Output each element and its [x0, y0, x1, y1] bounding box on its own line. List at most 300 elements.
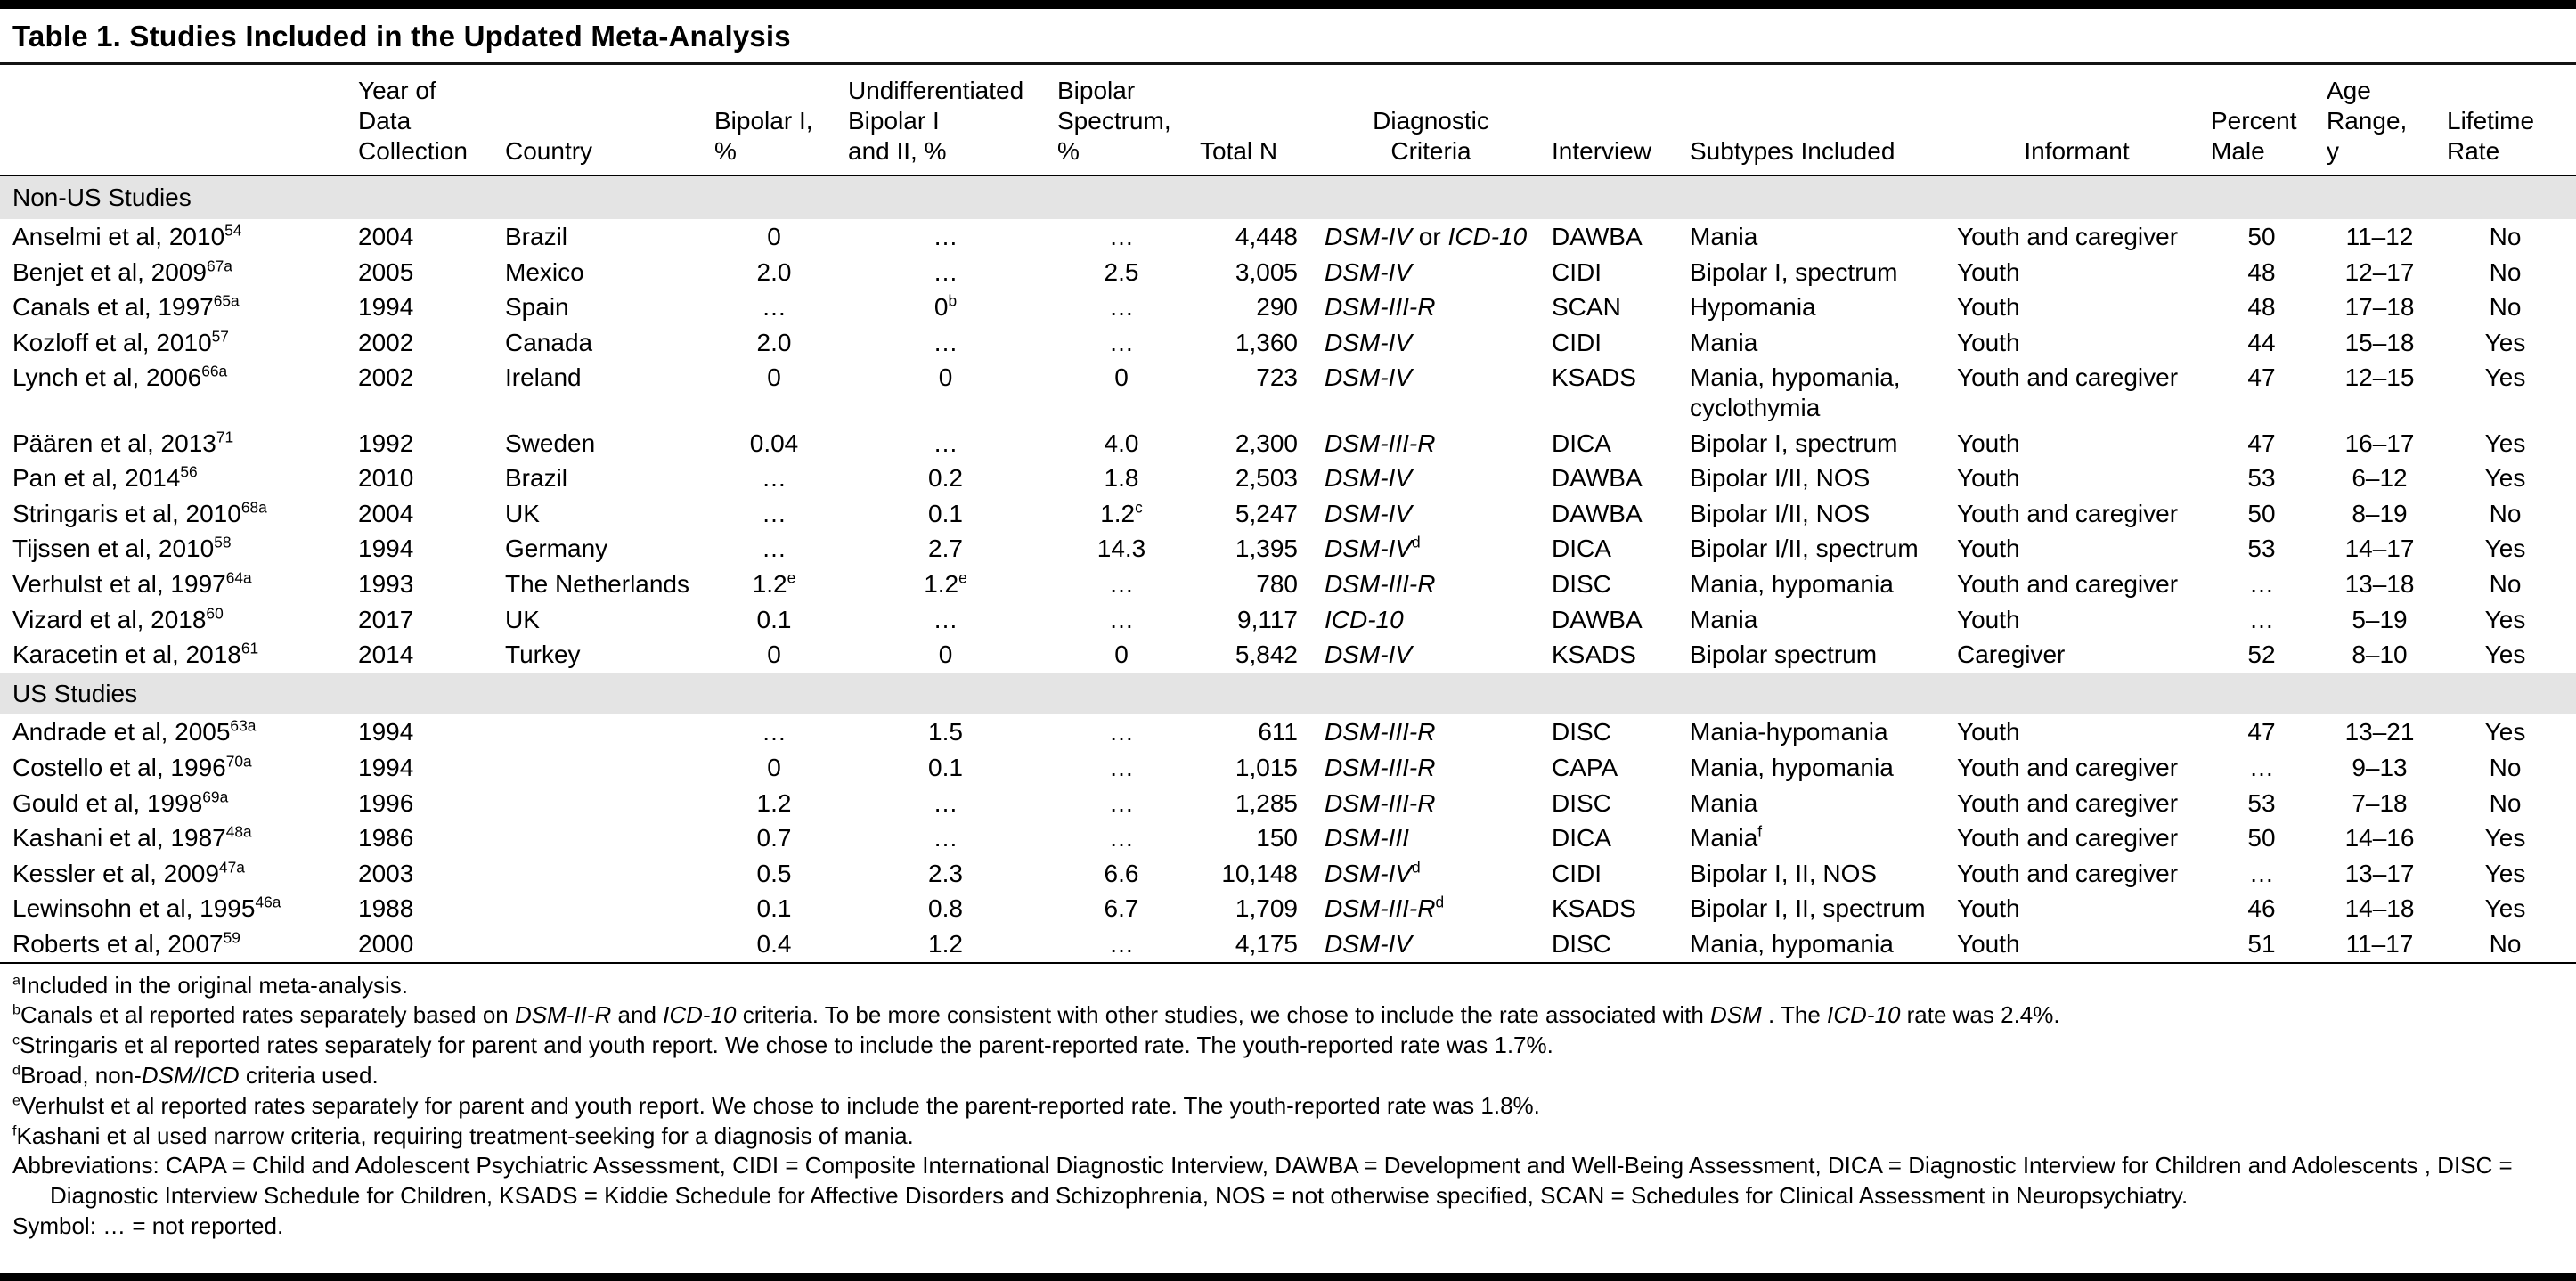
- cell-percent_male: 48: [2247, 257, 2276, 286]
- cell-undifferentiated_bipolar_i_ii_pct: …: [933, 824, 958, 853]
- cell-lifetime_rate: No: [2489, 257, 2522, 286]
- cell-bipolar_spectrum_pct: …: [1109, 929, 1134, 958]
- cell-age_range_y: 7–18: [2352, 788, 2408, 817]
- cell-undifferentiated_bipolar_i_ii_pct: 0$^b$: [933, 291, 958, 322]
- table-row: [0, 856, 2576, 892]
- cell-bipolar_spectrum_pct: …: [1109, 718, 1134, 747]
- cell-lifetime_rate: Yes: [2484, 640, 2526, 669]
- title-block: [0, 9, 2576, 65]
- cell-bipolar_i_pct: 0.1: [756, 894, 792, 923]
- cell-diagnostic_criteria: DSM-IV: [1325, 363, 1412, 392]
- footnote-5: $^e$Verhulst et al reported rates separately for parent and youth report. We chose to include the parent-reported rate. The youth-reported rate was 1.8%.: [12, 1091, 1540, 1119]
- cell-bipolar_spectrum_pct: …: [1109, 788, 1134, 817]
- cell-bipolar_spectrum_pct: 4.0: [1104, 428, 1139, 457]
- cell-undifferentiated_bipolar_i_ii_pct: 1.2: [928, 929, 963, 958]
- table-row: [0, 325, 2576, 361]
- cell-diagnostic_criteria: DSM-$IV^d$: [1325, 534, 1421, 563]
- cell-informant: Youth and caregiver: [1957, 788, 2179, 817]
- cell-bipolar_i_pct: 0: [767, 363, 781, 392]
- cell-year_of_data_collection: 1994: [358, 293, 414, 322]
- cell-bipolar_i_pct: 2.0: [756, 328, 792, 356]
- cell-year_of_data_collection: 1994: [358, 718, 414, 747]
- table-row: [0, 750, 2576, 786]
- cell-country: [498, 714, 707, 750]
- cell-diagnostic_criteria: DSM-III-R: [1325, 428, 1436, 457]
- cell-diagnostic_criteria: DSM-III-R: [1325, 293, 1436, 322]
- cell-percent_male: 47: [2247, 363, 2276, 392]
- cell-country: Brazil: [505, 223, 568, 251]
- table-row: [0, 926, 2576, 963]
- cell-undifferentiated_bipolar_i_ii_pct: 1.5: [928, 718, 963, 747]
- cell-undifferentiated_bipolar_i_ii_pct: …: [933, 605, 958, 633]
- cell-total_n: 1,395: [1235, 534, 1298, 563]
- cell-lifetime_rate: Yes: [2484, 328, 2526, 356]
- cell-country: Canada: [505, 328, 593, 356]
- table-title: Table 1. Studies Included in the Updated Meta-Analysis: [12, 20, 791, 53]
- cell-age_range_y: 12–17: [2344, 257, 2415, 286]
- cell-country: [498, 926, 707, 963]
- cell-subtypes_included: Mania, hypomania: [1690, 929, 1894, 958]
- cell-country: [498, 856, 707, 892]
- column-header-diagnostic_criteria: Diagnostic Criteria: [1317, 65, 1545, 175]
- cell-age_range_y: 16–17: [2344, 428, 2415, 457]
- table-row: [0, 360, 2576, 425]
- cell-informant: Youth: [1957, 293, 2020, 322]
- cell-study: Päären et al, 2013$^{71}$: [12, 428, 234, 457]
- cell-study: Lewinsohn et al, $1995^{46a}$: [12, 893, 281, 923]
- cell-age_range_y: 11–17: [2345, 929, 2414, 958]
- cell-study: Stringaris et al, $2010^{68a}$: [12, 498, 267, 527]
- cell-percent_male: 44: [2247, 328, 2276, 356]
- cell-total_n: 10,148: [1221, 859, 1298, 887]
- cell-total_n: 1,285: [1235, 788, 1298, 817]
- cell-lifetime_rate: No: [2489, 570, 2522, 598]
- cell-interview: DAWBA: [1552, 499, 1643, 527]
- cell-subtypes_included: Hypomania: [1690, 293, 1816, 322]
- cell-lifetime_rate: No: [2489, 499, 2522, 527]
- column-header-bipolar_spectrum_pct: Bipolar Spectrum, %: [1050, 65, 1193, 175]
- cell-age_range_y: 17–18: [2344, 293, 2415, 322]
- cell-informant: Youth: [1957, 428, 2020, 457]
- cell-age_range_y: 5–19: [2352, 605, 2408, 633]
- cell-total_n: 1,015: [1235, 753, 1298, 781]
- cell-bipolar_i_pct: 2.0: [756, 257, 792, 286]
- cell-subtypes_included: Bipolar I/II, NOS: [1690, 499, 1871, 527]
- cell-year_of_data_collection: 2003: [358, 859, 414, 887]
- cell-year_of_data_collection: 2010: [358, 464, 414, 493]
- footnotes: [0, 964, 2576, 1273]
- cell-diagnostic_criteria: DSM-III-R: [1325, 718, 1436, 747]
- cell-bipolar_spectrum_pct: 6.6: [1104, 859, 1139, 887]
- cell-study: Tijssen et al, 2010$^{58}$: [12, 534, 232, 563]
- cell-bipolar_i_pct: …: [762, 534, 787, 563]
- table-row: [0, 255, 2576, 290]
- cell-age_range_y: 6–12: [2352, 464, 2408, 493]
- cell-interview: DAWBA: [1552, 223, 1643, 251]
- cell-year_of_data_collection: 1992: [358, 428, 414, 457]
- cell-interview: KSADS: [1552, 894, 1636, 923]
- cell-percent_male: 53: [2247, 788, 2276, 817]
- cell-bipolar_i_pct: 0.5: [756, 859, 792, 887]
- cell-percent_male: 47: [2247, 718, 2276, 747]
- cell-lifetime_rate: Yes: [2484, 859, 2526, 887]
- cell-informant: Youth: [1957, 605, 2020, 633]
- column-header-bipolar_i_pct: Bipolar I, %: [707, 65, 841, 175]
- cell-study: Gould et al, $1998^{69a}$: [12, 787, 229, 817]
- cell-study: Kozloff et al, 2010$^{57}$: [12, 327, 229, 356]
- cell-bipolar_i_pct: …: [762, 718, 787, 747]
- table-row: [0, 820, 2576, 856]
- cell-country: Germany: [505, 534, 608, 563]
- cell-total_n: 290: [1256, 293, 1298, 322]
- cell-country: [498, 891, 707, 926]
- cell-informant: Caregiver: [1957, 640, 2066, 669]
- cell-subtypes_included: Bipolar I, spectrum: [1690, 257, 1898, 286]
- cell-subtypes_included: Mania$^f$: [1690, 822, 1763, 853]
- cell-bipolar_spectrum_pct: 6.7: [1104, 894, 1139, 923]
- footnote-4: $^d$Broad, non-DSM/ICD criteria used.: [12, 1061, 379, 1089]
- cell-diagnostic_criteria: DSM-III-R: [1325, 753, 1436, 781]
- cell-age_range_y: 13–21: [2344, 718, 2415, 747]
- cell-study: Costello et al, $1996^{70a}$: [12, 752, 252, 781]
- cell-percent_male: 50: [2247, 499, 2276, 527]
- cell-percent_male: 50: [2247, 824, 2276, 853]
- cell-informant: Youth and caregiver: [1957, 223, 2179, 251]
- cell-bipolar_spectrum_pct: 0: [1114, 640, 1129, 669]
- cell-lifetime_rate: Yes: [2484, 894, 2526, 923]
- cell-informant: Youth and caregiver: [1957, 859, 2179, 887]
- cell-age_range_y: 11–12: [2345, 223, 2414, 251]
- cell-subtypes_included: Bipolar I, spectrum: [1690, 428, 1898, 457]
- column-header-undifferentiated_bipolar_i_ii_pct: Undifferentiated Bipolar I and II, %: [841, 65, 1050, 175]
- cell-percent_male: …: [2249, 859, 2274, 887]
- cell-interview: DICA: [1552, 428, 1611, 457]
- cell-undifferentiated_bipolar_i_ii_pct: 1.2e: [924, 568, 967, 598]
- cell-interview: DAWBA: [1552, 464, 1643, 493]
- cell-total_n: 723: [1256, 363, 1298, 392]
- table-row: [0, 637, 2576, 673]
- cell-bipolar_spectrum_pct: 1.2$^c$: [1100, 498, 1143, 527]
- column-header-study: [0, 65, 351, 175]
- column-header-percent_male: Percent Male: [2204, 65, 2319, 175]
- cell-age_range_y: 8–19: [2352, 499, 2408, 527]
- section-label: US Studies: [0, 673, 2576, 715]
- cell-bipolar_spectrum_pct: 0: [1114, 363, 1129, 392]
- cell-total_n: 4,448: [1235, 223, 1298, 251]
- cell-year_of_data_collection: 2014: [358, 640, 414, 669]
- cell-age_range_y: 15–18: [2344, 328, 2415, 356]
- cell-interview: DISC: [1552, 929, 1611, 958]
- cell-year_of_data_collection: 1993: [358, 570, 414, 598]
- cell-percent_male: 53: [2247, 464, 2276, 493]
- column-header-informant: Informant: [1950, 65, 2204, 175]
- table-row: [0, 461, 2576, 496]
- cell-percent_male: 52: [2247, 640, 2276, 669]
- cell-diagnostic_criteria: DSM-III-R: [1325, 570, 1436, 598]
- cell-total_n: 2,300: [1235, 428, 1298, 457]
- cell-study: Kessler et al, $2009^{47a}$: [12, 858, 245, 887]
- cell-informant: Youth and caregiver: [1957, 499, 2179, 527]
- header-row: [0, 65, 2576, 175]
- cell-undifferentiated_bipolar_i_ii_pct: 0: [938, 363, 953, 392]
- cell-subtypes_included: Mania: [1690, 328, 1758, 356]
- cell-country: [498, 820, 707, 856]
- cell-subtypes_included: Bipolar I, II, NOS: [1690, 859, 1878, 887]
- table-row: [0, 426, 2576, 461]
- cell-interview: CIDI: [1552, 328, 1602, 356]
- cell-age_range_y: 13–17: [2344, 859, 2415, 887]
- table-row: [0, 786, 2576, 821]
- footnote-7: Abbreviations: CAPA = Child and Adolescent Psychiatric Assessment, CIDI = Composite International Diagnostic Interview, DAWBA = Development and Well-Being Assessment, DICA = Diagnostic Interview for Children and Adolescents , DISC = Diagnostic Interview Schedule for Children, KSADS = Kiddie Schedule for Affective Disorders and Schizophrenia, NOS = not otherwise specified, SCAN = Schedules for Clinical Assessment in Neuropsychiatry.: [12, 1152, 2513, 1210]
- cell-subtypes_included: Mania, hypomania: [1690, 570, 1894, 598]
- cell-age_range_y: 12–15: [2344, 363, 2415, 392]
- cell-lifetime_rate: Yes: [2484, 464, 2526, 493]
- cell-country: The Netherlands: [505, 570, 690, 598]
- cell-subtypes_included: Mania: [1690, 223, 1758, 251]
- table-header: [0, 65, 2576, 175]
- cell-undifferentiated_bipolar_i_ii_pct: 0.1: [928, 753, 963, 781]
- cell-study: Kashani et al, $1987^{48a}$: [12, 822, 252, 853]
- cell-subtypes_included: Mania: [1690, 788, 1758, 817]
- cell-bipolar_i_pct: 0: [767, 640, 781, 669]
- cell-interview: DICA: [1552, 824, 1611, 853]
- cell-bipolar_i_pct: …: [762, 293, 787, 322]
- column-header-age_range_y: Age Range, y: [2319, 65, 2440, 175]
- cell-year_of_data_collection: 2002: [358, 363, 414, 392]
- cell-country: [498, 786, 707, 821]
- cell-country: Brazil: [505, 464, 568, 493]
- cell-bipolar_i_pct: 0.7: [756, 824, 792, 853]
- cell-informant: Youth: [1957, 718, 2020, 747]
- table-row: [0, 602, 2576, 638]
- cell-bipolar_i_pct: 1.2: [756, 788, 792, 817]
- cell-total_n: 5,842: [1235, 640, 1298, 669]
- cell-bipolar_i_pct: 0: [767, 753, 781, 781]
- cell-total_n: 1,360: [1235, 328, 1298, 356]
- cell-study: Verhulst et al, $1997^{64a}$: [12, 568, 252, 598]
- cell-diagnostic_criteria: DSM-III-R: [1325, 788, 1436, 817]
- cell-lifetime_rate: Yes: [2484, 605, 2526, 633]
- cell-age_range_y: 14–18: [2344, 894, 2415, 923]
- cell-study: Karacetin et al, 2018$^{61}$: [12, 639, 259, 669]
- cell-undifferentiated_bipolar_i_ii_pct: 0.2: [928, 464, 963, 493]
- cell-percent_male: …: [2249, 753, 2274, 781]
- cell-bipolar_spectrum_pct: …: [1109, 753, 1134, 781]
- cell-subtypes_included: Mania, hypomania: [1690, 753, 1894, 781]
- column-header-total_n: Total N: [1193, 65, 1317, 175]
- cell-year_of_data_collection: 2017: [358, 605, 414, 633]
- cell-bipolar_i_pct: 0: [767, 223, 781, 251]
- cell-diagnostic_criteria: DSM-$IV^d$: [1325, 858, 1421, 887]
- table-row: [0, 714, 2576, 750]
- cell-lifetime_rate: No: [2489, 788, 2522, 817]
- cell-subtypes_included: Mania, hypomania, cyclothymia: [1690, 363, 1901, 422]
- cell-total_n: 780: [1256, 570, 1298, 598]
- column-header-year_of_data_collection: Year of Data Collection: [351, 65, 498, 175]
- cell-age_range_y: 9–13: [2352, 753, 2408, 781]
- cell-bipolar_spectrum_pct: …: [1109, 605, 1134, 633]
- cell-total_n: 1,709: [1235, 894, 1298, 923]
- cell-study: Vizard et al, 2018$^{60}$: [12, 604, 224, 633]
- section-row: [0, 673, 2576, 715]
- footnote-3: $^c$Stringaris et al reported rates separately for parent and youth report. We chose to include the parent-reported rate. The youth-reported rate was 1.7%.: [12, 1032, 1553, 1059]
- cell-percent_male: 51: [2247, 929, 2276, 958]
- cell-lifetime_rate: Yes: [2484, 824, 2526, 853]
- cell-interview: DISC: [1552, 718, 1611, 747]
- cell-informant: Youth and caregiver: [1957, 753, 2179, 781]
- cell-informant: Youth and caregiver: [1957, 570, 2179, 598]
- cell-country: Spain: [505, 293, 569, 322]
- cell-interview: KSADS: [1552, 363, 1636, 392]
- cell-informant: Youth: [1957, 328, 2020, 356]
- cell-informant: Youth: [1957, 929, 2020, 958]
- cell-bipolar_spectrum_pct: …: [1109, 328, 1134, 356]
- cell-bipolar_spectrum_pct: …: [1109, 824, 1134, 853]
- cell-subtypes_included: Bipolar I/II, spectrum: [1690, 534, 1919, 563]
- cell-bipolar_spectrum_pct: 1.8: [1104, 464, 1139, 493]
- cell-lifetime_rate: No: [2489, 293, 2522, 322]
- cell-informant: Youth: [1957, 257, 2020, 286]
- cell-country: UK: [505, 605, 540, 633]
- footnote-8: Symbol: … = not reported.: [12, 1212, 284, 1239]
- cell-year_of_data_collection: 1994: [358, 534, 414, 563]
- cell-undifferentiated_bipolar_i_ii_pct: 0.8: [928, 894, 963, 923]
- cell-subtypes_included: Mania: [1690, 605, 1758, 633]
- table-row: [0, 290, 2576, 325]
- cell-diagnostic_criteria: DSM-IV: [1325, 499, 1412, 527]
- cell-informant: Youth: [1957, 894, 2020, 923]
- cell-bipolar_spectrum_pct: 2.5: [1104, 257, 1139, 286]
- cell-diagnostic_criteria: DSM-IV: [1325, 464, 1412, 493]
- cell-undifferentiated_bipolar_i_ii_pct: …: [933, 223, 958, 251]
- cell-year_of_data_collection: 2002: [358, 328, 414, 356]
- table-row: [0, 531, 2576, 567]
- meta-analysis-table: [0, 65, 2576, 964]
- table-row: [0, 496, 2576, 532]
- cell-country: Sweden: [505, 428, 596, 457]
- cell-bipolar_spectrum_pct: …: [1109, 223, 1134, 251]
- cell-interview: CIDI: [1552, 859, 1602, 887]
- cell-interview: DICA: [1552, 534, 1611, 563]
- cell-undifferentiated_bipolar_i_ii_pct: …: [933, 257, 958, 286]
- cell-undifferentiated_bipolar_i_ii_pct: 0: [938, 640, 953, 669]
- section-row: [0, 175, 2576, 219]
- cell-study: Anselmi et al, 2010$^{54}$: [12, 221, 242, 251]
- cell-lifetime_rate: Yes: [2484, 534, 2526, 563]
- cell-interview: DAWBA: [1552, 605, 1643, 633]
- cell-interview: SCAN: [1552, 293, 1621, 322]
- cell-study: Lynch et al, $2006^{66a}$: [12, 363, 228, 392]
- cell-country: UK: [505, 499, 540, 527]
- bottom-heavy-rule: [0, 1273, 2576, 1281]
- cell-subtypes_included: Bipolar I/II, NOS: [1690, 464, 1871, 493]
- cell-bipolar_spectrum_pct: …: [1109, 293, 1134, 322]
- cell-bipolar_i_pct: …: [762, 464, 787, 493]
- column-header-interview: Interview: [1545, 65, 1683, 175]
- cell-year_of_data_collection: 2005: [358, 257, 414, 286]
- cell-bipolar_i_pct: 1.2e: [752, 568, 796, 598]
- cell-informant: Youth: [1957, 534, 2020, 563]
- cell-year_of_data_collection: 2004: [358, 223, 414, 251]
- footnote-1: $^a$Included in the original meta-analysis.: [12, 971, 408, 999]
- cell-diagnostic_criteria: DSM-$III-R^d$: [1325, 893, 1445, 923]
- cell-interview: DISC: [1552, 570, 1611, 598]
- cell-year_of_data_collection: 1986: [358, 824, 414, 853]
- cell-year_of_data_collection: 2000: [358, 929, 414, 958]
- cell-lifetime_rate: Yes: [2484, 428, 2526, 457]
- cell-undifferentiated_bipolar_i_ii_pct: 0.1: [928, 499, 963, 527]
- cell-lifetime_rate: No: [2489, 753, 2522, 781]
- cell-undifferentiated_bipolar_i_ii_pct: …: [933, 328, 958, 356]
- cell-study: Benjet et al, $2009^{67a}$: [12, 257, 232, 286]
- cell-subtypes_included: Bipolar spectrum: [1690, 640, 1878, 669]
- cell-total_n: 150: [1256, 824, 1298, 853]
- table-row: [0, 219, 2576, 255]
- cell-percent_male: 50: [2247, 223, 2276, 251]
- cell-informant: Youth and caregiver: [1957, 363, 2179, 392]
- cell-bipolar_i_pct: …: [762, 499, 787, 527]
- cell-bipolar_i_pct: 0.1: [756, 605, 792, 633]
- cell-undifferentiated_bipolar_i_ii_pct: …: [933, 428, 958, 457]
- cell-diagnostic_criteria: DSM-III: [1325, 824, 1409, 853]
- cell-percent_male: 46: [2247, 894, 2276, 923]
- cell-total_n: 5,247: [1235, 499, 1298, 527]
- cell-total_n: 2,503: [1235, 464, 1298, 493]
- cell-bipolar_spectrum_pct: 14.3: [1096, 534, 1146, 563]
- cell-total_n: 3,005: [1235, 257, 1298, 286]
- cell-diagnostic_criteria: DSM-IV: [1325, 328, 1412, 356]
- cell-country: Turkey: [505, 640, 581, 669]
- table-row: [0, 567, 2576, 602]
- cell-diagnostic_criteria: DSM-IV: [1325, 257, 1412, 286]
- cell-informant: Youth and caregiver: [1957, 824, 2179, 853]
- cell-bipolar_spectrum_pct: …: [1109, 570, 1134, 598]
- cell-country: Mexico: [505, 257, 584, 286]
- cell-percent_male: 48: [2247, 293, 2276, 322]
- cell-undifferentiated_bipolar_i_ii_pct: …: [933, 788, 958, 817]
- cell-undifferentiated_bipolar_i_ii_pct: 2.7: [928, 534, 963, 563]
- cell-total_n: 611: [1258, 718, 1298, 747]
- cell-subtypes_included: Bipolar I, II, spectrum: [1690, 894, 1926, 923]
- cell-percent_male: …: [2249, 605, 2274, 633]
- cell-year_of_data_collection: 1996: [358, 788, 414, 817]
- cell-bipolar_i_pct: 0.04: [749, 428, 799, 457]
- table-row: [0, 891, 2576, 926]
- cell-year_of_data_collection: 1994: [358, 753, 414, 781]
- cell-interview: CIDI: [1552, 257, 1602, 286]
- cell-total_n: 9,117: [1237, 605, 1298, 633]
- cell-percent_male: 53: [2247, 534, 2276, 563]
- cell-lifetime_rate: No: [2489, 223, 2522, 251]
- cell-study: Roberts et al, 2007$^{59}$: [12, 928, 240, 958]
- cell-percent_male: 47: [2247, 428, 2276, 457]
- cell-lifetime_rate: No: [2489, 929, 2522, 958]
- cell-interview: CAPA: [1552, 753, 1618, 781]
- cell-diagnostic_criteria: DSM-IV or ICD-10: [1325, 223, 1528, 251]
- table-body: [0, 175, 2576, 962]
- footnote-2: $^b$Canals et al reported rates separately based on DSM-II-R and ICD-10 criteria. To be more consistent with other studies, we chose to include the rate associated with DSM . The ICD-10 rate was 2.4%.: [12, 1001, 2060, 1029]
- cell-lifetime_rate: Yes: [2484, 363, 2526, 392]
- cell-diagnostic_criteria: ICD-10: [1325, 605, 1404, 633]
- cell-age_range_y: 13–18: [2344, 570, 2415, 598]
- cell-country: [498, 750, 707, 786]
- column-header-country: Country: [498, 65, 707, 175]
- cell-interview: KSADS: [1552, 640, 1636, 669]
- cell-diagnostic_criteria: DSM-IV: [1325, 929, 1412, 958]
- cell-bipolar_i_pct: 0.4: [756, 929, 792, 958]
- cell-undifferentiated_bipolar_i_ii_pct: 2.3: [928, 859, 963, 887]
- cell-age_range_y: 8–10: [2352, 640, 2408, 669]
